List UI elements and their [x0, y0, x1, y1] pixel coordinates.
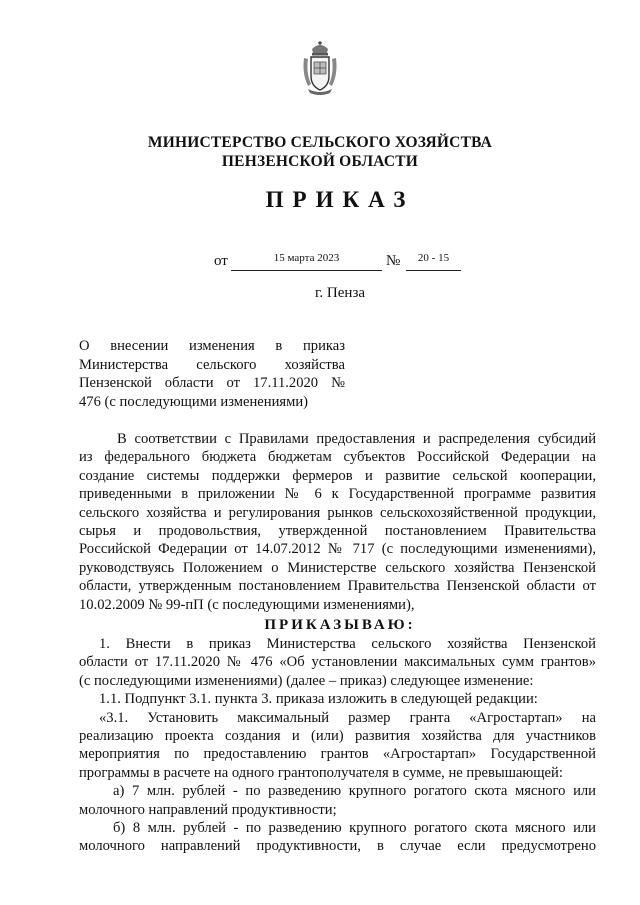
- text-line: приведенными в приложении № 6 к Государственной программе развития: [79, 486, 596, 503]
- text-line: сырья и продовольствия, утвержденной постановлением Правительства: [79, 523, 596, 540]
- text-line: 1. Внести в приказ Министерства сельского хозяйства Пензенской: [99, 636, 596, 652]
- subject-line: О внесении изменения в приказ: [79, 338, 345, 354]
- text-line: руководствуясь Положением о Министерстве сельского хозяйства Пензенской: [79, 559, 596, 576]
- text-line: б) 8 млн. рублей - по разведению крупного рогатого скота мясного или: [113, 820, 596, 837]
- date-underline: [231, 270, 382, 271]
- text-line: «3.1. Установить максимальный размер гранта «Агростартап» на: [99, 709, 596, 726]
- text-line: области от 17.11.2020 № 476 «Об установлении максимальных сумм грантов»: [79, 654, 596, 671]
- document-number: 20 - 15: [417, 252, 450, 264]
- subject-line: Министерства сельского хозяйства: [79, 356, 345, 373]
- date-label: от: [214, 253, 228, 269]
- text-line: из федерального бюджета бюджетам субъектов Российской Федерации на: [79, 449, 596, 466]
- ministry-name-line-1: МИНИСТЕРСТВО СЕЛЬСКОГО ХОЗЯЙСТВА: [147, 134, 493, 151]
- text-line: программы в расчете на одного грантополучателя в сумме, не превышающей:: [79, 764, 563, 781]
- text-line: реализацию проекта создания и (или) развития хозяйства для участников: [79, 728, 596, 745]
- number-label: №: [386, 253, 401, 269]
- text-line: молочного направлений продуктивности, в случае если предусмотрено: [79, 838, 596, 855]
- preamble-paragraph: [79, 430, 596, 614]
- text-line: области, утвержденным постановлением Правительства Пензенской области от: [79, 578, 596, 595]
- text-line: создание системы поддержки фермеров и развитие сельской кооперации,: [79, 467, 596, 484]
- ministry-name-line-2: ПЕНЗЕНСКОЙ ОБЛАСТИ: [221, 153, 419, 170]
- document-type-title: ПРИКАЗ: [265, 187, 415, 212]
- subject-line: 476 (с последующими изменениями): [79, 393, 309, 410]
- text-line: сельского хозяйства и регулирования рынков сельскохозяйственной продукции,: [79, 504, 596, 521]
- order-paragraphs: [79, 635, 596, 856]
- text-line: 1.1. Подпункт 3.1. пункта 3. приказа изложить в следующей редакции:: [99, 691, 538, 708]
- text-line: В соответствии с Правилами предоставления и распределения субсидий: [117, 431, 596, 447]
- text-line: мероприятия по предоставлению грантов «Агростартап» Государственной: [79, 746, 596, 763]
- document-subject: [79, 337, 345, 411]
- coat-of-arms-icon: [300, 40, 340, 96]
- city-name: г. Пенза: [314, 285, 366, 301]
- document-date: 15 марта 2023: [273, 252, 340, 264]
- text-line: (с последующими изменениями) (далее – приказ) следующее изменение:: [79, 672, 534, 689]
- order-heading: ПРИКАЗЫВАЮ:: [264, 617, 416, 633]
- subject-line: Пензенской области от 17.11.2020 №: [79, 375, 345, 391]
- number-underline: [406, 270, 461, 271]
- text-line: молочного направлений продуктивности;: [79, 801, 337, 818]
- text-line: 10.02.2009 № 99-пП (с последующими изменениями),: [79, 596, 415, 613]
- text-line: а) 7 млн. рублей - по разведению крупного рогатого скота мясного или: [113, 783, 596, 800]
- text-line: Российской Федерации от 14.07.2012 № 717 (с последующими изменениями),: [79, 541, 596, 558]
